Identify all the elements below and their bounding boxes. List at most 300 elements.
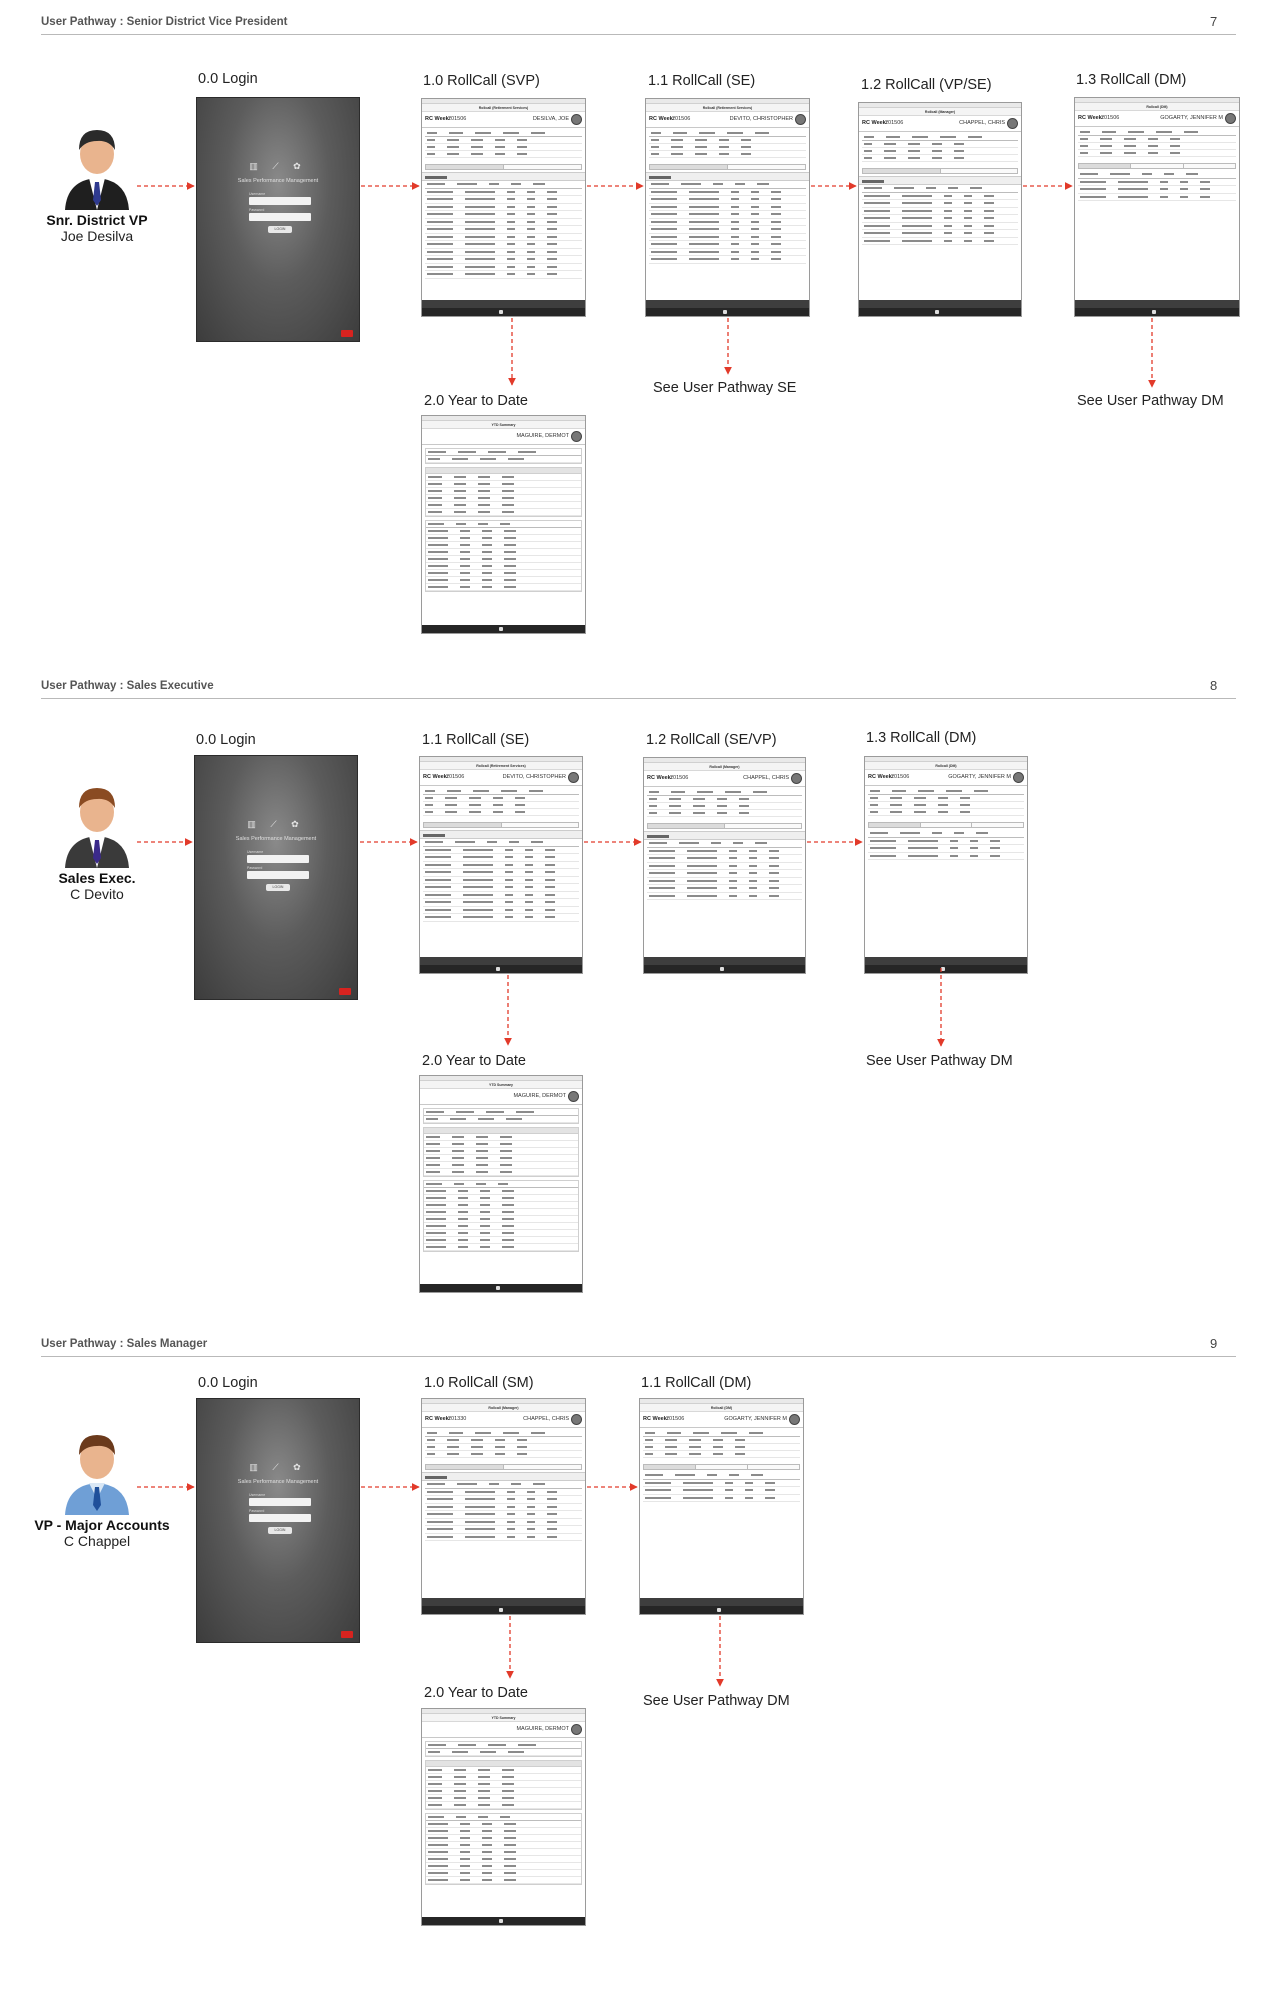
table-row xyxy=(649,137,806,144)
table-row xyxy=(426,1814,581,1821)
username-label: Username xyxy=(249,1493,266,1497)
pathway-section-svp xyxy=(0,0,1280,660)
table-row xyxy=(424,1202,578,1209)
tab-bar xyxy=(422,1606,585,1614)
table-row xyxy=(426,1749,581,1756)
table-row xyxy=(425,1519,582,1527)
table-row xyxy=(426,563,581,570)
persona-role: Sales Exec. xyxy=(58,870,136,886)
tab xyxy=(1079,164,1131,168)
table-row xyxy=(649,151,806,158)
table-row xyxy=(425,219,582,227)
login-app-title: Sales Performance Management xyxy=(237,178,319,184)
table-row xyxy=(643,1437,800,1444)
table-row xyxy=(426,481,581,488)
table-row xyxy=(647,855,802,863)
summary-table xyxy=(644,787,805,819)
ytd-screen-thumbnail[interactable] xyxy=(421,1708,586,1926)
rc-week-value: 201506 xyxy=(1101,115,1120,121)
nav-bar: Rollcall (Retirement Services) xyxy=(646,104,809,112)
table-row xyxy=(426,1856,581,1863)
tab-bar xyxy=(859,308,1021,316)
table-row xyxy=(862,238,1018,246)
table-row xyxy=(425,144,582,151)
table-row xyxy=(649,249,806,257)
table-row xyxy=(423,892,579,900)
rollcall-header xyxy=(859,116,1021,132)
pathway-section-se xyxy=(0,660,1280,1320)
see-pathway-se-label[interactable]: See User Pathway SE xyxy=(653,380,797,396)
tab xyxy=(728,165,805,169)
table-row xyxy=(643,1444,800,1451)
table-row xyxy=(424,1216,578,1223)
user-avatar-icon xyxy=(571,431,582,442)
section-divider xyxy=(41,1356,1236,1357)
rollcall-header xyxy=(420,770,582,786)
login-screen-thumbnail[interactable] xyxy=(196,97,360,342)
persona-se xyxy=(37,778,157,902)
rc-week-label: RC Week: xyxy=(868,774,894,780)
table-row xyxy=(1078,129,1236,136)
table-row xyxy=(426,449,581,456)
rc-week-label: RC Week: xyxy=(862,120,888,126)
table-row xyxy=(425,249,582,257)
username-field[interactable] xyxy=(249,1498,311,1506)
table-row xyxy=(647,893,802,901)
totals-footer xyxy=(644,957,805,965)
totals-footer xyxy=(640,1598,803,1606)
rc-week-value: 201506 xyxy=(891,774,910,780)
table-row xyxy=(425,189,582,197)
section-divider xyxy=(41,698,1236,699)
rollcall-header xyxy=(646,112,809,128)
table-row xyxy=(426,535,581,542)
view-tabs xyxy=(425,164,582,170)
table-row xyxy=(647,840,802,848)
username-field[interactable] xyxy=(249,197,311,205)
performance-list xyxy=(644,840,805,900)
table-row xyxy=(1078,179,1236,187)
login-button[interactable]: LOGIN xyxy=(266,884,290,891)
user-avatar-icon xyxy=(1013,772,1024,783)
password-field[interactable] xyxy=(247,871,309,879)
tab-bar xyxy=(1075,308,1239,316)
step-title-login: 0.0 Login xyxy=(198,71,258,87)
rollcall-header xyxy=(865,770,1027,786)
sales-earnings-table xyxy=(423,1127,579,1177)
totals-footer xyxy=(1075,300,1239,308)
rc-week-label: RC Week: xyxy=(649,116,675,122)
tab-bar xyxy=(422,625,585,633)
user-avatar-icon xyxy=(1007,118,1018,129)
table-row xyxy=(425,1489,582,1497)
see-pathway-dm-label[interactable]: See User Pathway DM xyxy=(1077,393,1224,409)
table-row xyxy=(649,144,806,151)
totals-footer xyxy=(859,300,1021,308)
user-name: DESILVA, JOE xyxy=(532,116,569,122)
performance-filter xyxy=(644,831,805,840)
balance-table xyxy=(425,448,582,464)
table-row xyxy=(425,234,582,242)
table-row xyxy=(424,1116,578,1123)
table-row xyxy=(426,1863,581,1870)
tab xyxy=(504,165,581,169)
table-row xyxy=(868,838,1024,846)
user-name: MAGUIRE, DERMOT xyxy=(516,433,569,439)
balance-table xyxy=(423,1108,579,1124)
table-row xyxy=(424,1181,578,1188)
table-row xyxy=(426,570,581,577)
table-row xyxy=(862,208,1018,216)
table-row xyxy=(862,230,1018,238)
user-avatar-icon xyxy=(791,773,802,784)
table-row xyxy=(426,1849,581,1856)
table-row xyxy=(647,878,802,886)
table-row xyxy=(425,256,582,264)
person-avatar-icon xyxy=(59,778,135,868)
table-row xyxy=(426,542,581,549)
table-row xyxy=(426,1788,581,1795)
persona-name: C Devito xyxy=(70,886,124,902)
rc-week-value: 201330 xyxy=(448,1416,467,1422)
table-row xyxy=(426,1835,581,1842)
tab xyxy=(696,1465,748,1469)
table-row xyxy=(426,1767,581,1774)
totals-footer xyxy=(865,957,1027,965)
persona-role: VP - Major Accounts xyxy=(34,1517,170,1533)
table-row xyxy=(426,502,581,509)
nav-bar: Rollcall (Retirement Services) xyxy=(422,104,585,112)
table-row xyxy=(425,151,582,158)
login-screen-thumbnail[interactable] xyxy=(194,755,358,1000)
rollcall-dm-screen-thumbnail[interactable] xyxy=(864,756,1028,974)
brand-logo-icon xyxy=(339,988,351,995)
ytd-screen-thumbnail[interactable] xyxy=(421,415,586,634)
rc-week-label: RC Week: xyxy=(1078,115,1104,121)
person-avatar-icon xyxy=(59,1425,135,1515)
nav-bar: Rollcall (Manager) xyxy=(859,108,1021,116)
table-row xyxy=(424,1148,578,1155)
performance-list xyxy=(646,181,809,264)
login-app-title: Sales Performance Management xyxy=(235,836,317,842)
table-row xyxy=(425,271,582,279)
user-avatar-icon xyxy=(568,1091,579,1102)
table-row xyxy=(1078,171,1236,179)
tab-bar xyxy=(646,308,809,316)
table-row xyxy=(649,130,806,137)
table-row xyxy=(426,474,581,481)
table-row xyxy=(425,1444,582,1451)
rollcall-sm-screen-thumbnail[interactable] xyxy=(421,1398,586,1615)
table-row xyxy=(426,556,581,563)
rollcall-header xyxy=(640,1412,803,1428)
totals-footer xyxy=(422,1598,585,1606)
rollcall-dm-screen-thumbnail[interactable] xyxy=(1074,97,1240,317)
table-row xyxy=(426,1774,581,1781)
nav-bar: Rollcall (DM) xyxy=(640,1404,803,1412)
nav-bar: Rollcall (Manager) xyxy=(644,763,805,771)
rollcall-svp-screen-thumbnail[interactable] xyxy=(421,98,586,317)
table-row xyxy=(425,1481,582,1489)
table-row xyxy=(643,1487,800,1495)
tab xyxy=(502,823,579,827)
tab xyxy=(426,1465,504,1469)
performance-list xyxy=(640,1472,803,1502)
see-pathway-dm-label[interactable]: See User Pathway DM xyxy=(866,1053,1013,1069)
persona-name: C Chappel xyxy=(63,1533,131,1549)
table-row xyxy=(426,456,581,463)
user-name: CHAPPEL, CHRIS xyxy=(959,120,1005,126)
summary-table xyxy=(422,128,585,160)
sales-earnings-table xyxy=(425,1760,582,1810)
table-row xyxy=(424,1237,578,1244)
user-name: CHAPPEL, CHRIS xyxy=(743,775,789,781)
table-row xyxy=(649,241,806,249)
password-field[interactable] xyxy=(249,213,311,221)
user-name: GOGARTY, JENNIFER M xyxy=(724,1416,787,1422)
step-title-login: 0.0 Login xyxy=(198,1375,258,1391)
table-row xyxy=(862,200,1018,208)
tab xyxy=(644,1465,696,1469)
view-tabs xyxy=(423,822,579,828)
section-header: User Pathway : Sales Manager xyxy=(41,1338,208,1350)
brand-logo-icon xyxy=(341,1631,353,1638)
step-title-ytd: 2.0 Year to Date xyxy=(424,393,528,409)
tab xyxy=(921,823,973,827)
table-row xyxy=(1078,194,1236,202)
login-button[interactable]: LOGIN xyxy=(268,1527,292,1534)
person-avatar-icon xyxy=(59,120,135,210)
table-row xyxy=(643,1480,800,1488)
table-row xyxy=(426,1781,581,1788)
tab xyxy=(869,823,921,827)
user-avatar-icon xyxy=(1225,113,1236,124)
table-row xyxy=(1078,150,1236,157)
ytd-header xyxy=(422,429,585,445)
tab xyxy=(863,169,941,173)
table-row xyxy=(862,215,1018,223)
table-row xyxy=(424,1244,578,1251)
tab xyxy=(725,824,801,828)
table-row xyxy=(868,809,1024,816)
table-row xyxy=(426,495,581,502)
table-row xyxy=(423,795,579,802)
table-row xyxy=(649,196,806,204)
table-row xyxy=(424,1195,578,1202)
nav-bar: Rollcall (Retirement Services) xyxy=(420,762,582,770)
table-row xyxy=(423,862,579,870)
nav-bar: YTD Summary xyxy=(422,1714,585,1722)
table-row xyxy=(426,1802,581,1809)
view-tabs xyxy=(647,823,802,829)
table-row xyxy=(423,847,579,855)
table-row xyxy=(868,802,1024,809)
table-row xyxy=(423,884,579,892)
table-row xyxy=(868,788,1024,795)
table-row xyxy=(643,1495,800,1503)
rollcall-se-vp-screen-thumbnail[interactable] xyxy=(643,757,806,974)
performance-filter xyxy=(646,172,809,181)
password-label: Password xyxy=(249,1509,265,1513)
tab xyxy=(1131,164,1183,168)
table-row xyxy=(425,1504,582,1512)
table-row xyxy=(425,1496,582,1504)
table-row xyxy=(426,528,581,535)
username-field[interactable] xyxy=(247,855,309,863)
tab-bar xyxy=(420,965,582,973)
table-row xyxy=(426,549,581,556)
table-row xyxy=(423,899,579,907)
table-row xyxy=(426,577,581,584)
table-row xyxy=(647,803,802,810)
step-title-rollcall-se: 1.1 RollCall (SE) xyxy=(648,73,756,89)
earnings-table xyxy=(425,1813,582,1885)
user-name: CHAPPEL, CHRIS xyxy=(523,1416,569,1422)
table-row xyxy=(426,509,581,516)
table-row xyxy=(426,1821,581,1828)
tab xyxy=(648,824,725,828)
rc-week-value: 201506 xyxy=(446,774,465,780)
login-button[interactable]: LOGIN xyxy=(268,226,292,233)
table-row xyxy=(424,1141,578,1148)
rc-week-label: RC Week: xyxy=(425,1416,451,1422)
totals-footer xyxy=(646,300,809,308)
step-title-ytd: 2.0 Year to Date xyxy=(422,1053,526,1069)
rc-week-label: RC Week: xyxy=(423,774,449,780)
step-title-rollcall-vp-se: 1.2 RollCall (VP/SE) xyxy=(861,77,992,93)
table-row xyxy=(647,863,802,871)
table-row xyxy=(862,185,1018,193)
rc-week-value: 201506 xyxy=(666,1416,685,1422)
table-row xyxy=(423,869,579,877)
table-row xyxy=(647,810,802,817)
performance-filter xyxy=(422,172,585,181)
performance-list xyxy=(859,185,1021,245)
ytd-screen-thumbnail[interactable] xyxy=(419,1075,583,1293)
summary-table xyxy=(640,1428,803,1460)
table-row xyxy=(643,1451,800,1458)
summary-table xyxy=(420,786,582,818)
rc-week-label: RC Week: xyxy=(643,1416,669,1422)
table-row xyxy=(424,1155,578,1162)
table-row xyxy=(424,1223,578,1230)
rollcall-dm-screen-thumbnail[interactable] xyxy=(639,1398,804,1615)
table-row xyxy=(649,226,806,234)
table-row xyxy=(423,914,579,922)
user-name: GOGARTY, JENNIFER M xyxy=(1160,115,1223,121)
username-label: Username xyxy=(247,850,264,854)
tab xyxy=(941,169,1018,173)
see-pathway-dm-label[interactable]: See User Pathway DM xyxy=(643,1693,790,1709)
table-row xyxy=(425,1437,582,1444)
table-row xyxy=(425,226,582,234)
rollcall-se-screen-thumbnail[interactable] xyxy=(645,98,810,317)
user-avatar-icon xyxy=(789,1414,800,1425)
ytd-header xyxy=(420,1089,582,1105)
table-row xyxy=(649,256,806,264)
table-row xyxy=(862,141,1018,148)
pathway-section-sm xyxy=(0,1320,1280,1980)
rollcall-vp-se-screen-thumbnail[interactable] xyxy=(858,102,1022,317)
table-row xyxy=(423,877,579,885)
step-title-rollcall-se-vp: 1.2 RollCall (SE/VP) xyxy=(646,732,777,748)
table-row xyxy=(647,789,802,796)
table-row xyxy=(424,1109,578,1116)
tab-bar xyxy=(422,308,585,316)
view-tabs xyxy=(425,1464,582,1470)
step-title-rollcall-svp: 1.0 RollCall (SVP) xyxy=(423,73,540,89)
tab-bar xyxy=(420,1284,582,1292)
page-number: 9 xyxy=(1210,1336,1218,1351)
table-row xyxy=(425,1451,582,1458)
rc-week-value: 201506 xyxy=(672,116,691,122)
section-divider xyxy=(41,34,1236,35)
performance-list xyxy=(420,839,582,922)
table-row xyxy=(423,788,579,795)
ytd-header xyxy=(422,1722,585,1738)
summary-table xyxy=(422,1428,585,1460)
performance-filter xyxy=(420,830,582,839)
table-row xyxy=(425,1511,582,1519)
table-row xyxy=(643,1430,800,1437)
table-row xyxy=(425,264,582,272)
step-title-rollcall-dm: 1.3 RollCall (DM) xyxy=(1076,72,1187,88)
table-row xyxy=(862,223,1018,231)
table-row xyxy=(426,1828,581,1835)
user-avatar-icon xyxy=(568,772,579,783)
table-row xyxy=(862,148,1018,155)
user-name: MAGUIRE, DERMOT xyxy=(516,1726,569,1732)
table-row xyxy=(1078,186,1236,194)
table-row xyxy=(647,885,802,893)
table-row xyxy=(424,1162,578,1169)
table-row xyxy=(424,1169,578,1176)
table-row xyxy=(425,211,582,219)
earnings-table xyxy=(423,1180,579,1252)
table-row xyxy=(425,181,582,189)
table-row xyxy=(862,193,1018,201)
tab-bar xyxy=(422,1917,585,1925)
password-field[interactable] xyxy=(249,1514,311,1522)
table-row xyxy=(426,488,581,495)
tab-bar xyxy=(865,965,1027,973)
tab xyxy=(650,165,728,169)
login-screen-thumbnail[interactable] xyxy=(196,1398,360,1643)
table-row xyxy=(643,1472,800,1480)
table-row xyxy=(424,1209,578,1216)
summary-table xyxy=(859,132,1021,164)
table-row xyxy=(425,241,582,249)
table-row xyxy=(426,584,581,591)
rollcall-header xyxy=(1075,111,1239,127)
summary-table xyxy=(865,786,1027,818)
persona-svp xyxy=(37,120,157,244)
password-label: Password xyxy=(247,866,263,870)
table-row xyxy=(647,870,802,878)
login-app-title: Sales Performance Management xyxy=(237,1479,319,1485)
table-row xyxy=(424,1230,578,1237)
table-row xyxy=(647,796,802,803)
nav-bar: YTD Summary xyxy=(420,1081,582,1089)
rc-week-value: 201506 xyxy=(670,775,689,781)
rollcall-se-screen-thumbnail[interactable] xyxy=(419,756,583,974)
performance-list xyxy=(865,830,1027,860)
table-row xyxy=(425,1430,582,1437)
nav-bar: Rollcall (DM) xyxy=(865,762,1027,770)
table-row xyxy=(426,521,581,528)
user-avatar-icon xyxy=(571,1414,582,1425)
rc-week-value: 201506 xyxy=(885,120,904,126)
